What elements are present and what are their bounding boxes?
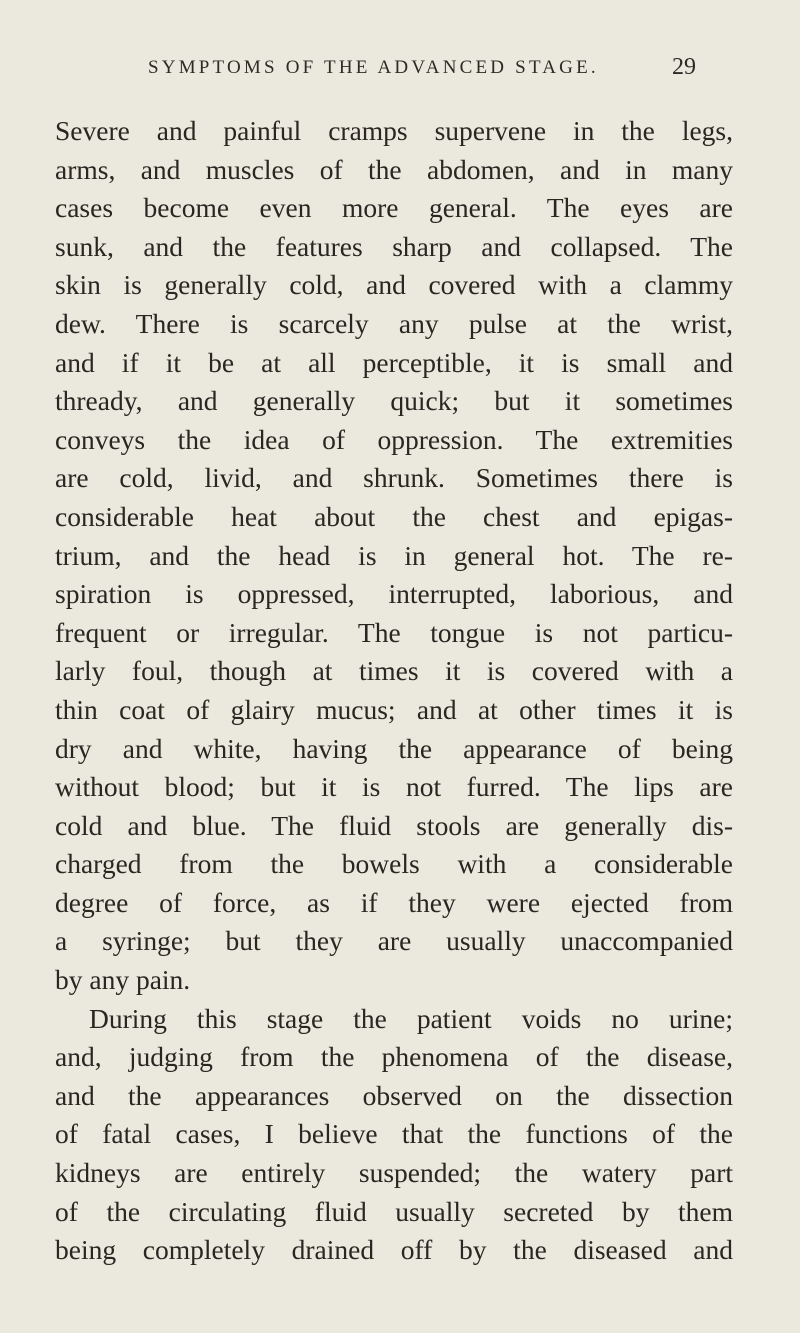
text-line: thready, and generally quick; but it sometimes — [55, 385, 733, 417]
text-line: of the circulating fluid usually secreted by them — [55, 1195, 733, 1227]
text-line: larly foul, though at times it is covered with a — [55, 655, 733, 687]
text-line: arms, and muscles of the abdomen, and in many — [55, 153, 733, 185]
paragraph-2 — [55, 1000, 733, 1270]
text-line: a syringe; but they are usually unaccompanied — [55, 925, 733, 957]
text-line: and the appearances observed on the dissection — [55, 1079, 733, 1111]
text-line: During this stage the patient voids no urine; — [89, 1002, 733, 1034]
text-line: dry and white, having the appearance of being — [55, 732, 733, 764]
text-line: without blood; but it is not furred. The lips are — [55, 771, 733, 803]
text-line: Severe and painful cramps supervene in the legs, — [55, 115, 733, 146]
text-line: and if it be at all perceptible, it is small and — [55, 346, 733, 378]
text-line: being completely drained off by the diseased and — [55, 1234, 733, 1266]
text-line: dew. There is scarcely any pulse at the wrist, — [55, 307, 733, 339]
body-text — [55, 112, 733, 1270]
text-line: sunk, and the features sharp and collapsed. The — [55, 230, 733, 262]
text-line: and, judging from the phenomena of the disease, — [55, 1041, 733, 1073]
paragraph-1 — [55, 112, 733, 1000]
text-line: conveys the idea of oppression. The extremities — [55, 423, 733, 455]
text-line: cold and blue. The fluid stools are generally dis- — [55, 809, 733, 841]
page-number: 29 — [672, 54, 696, 80]
text-line: of fatal cases, I believe that the functions of the — [55, 1118, 733, 1150]
text-line: cases become even more general. The eyes are — [55, 192, 733, 224]
text-line: are cold, livid, and shrunk. Sometimes there is — [55, 462, 733, 494]
text-line: trium, and the head is in general hot. The re- — [55, 539, 733, 571]
text-line: kidneys are entirely suspended; the watery part — [55, 1157, 733, 1189]
text-line: charged from the bowels with a considerable — [55, 848, 733, 880]
text-line: skin is generally cold, and covered with a clammy — [55, 269, 733, 301]
running-title: SYMPTOMS OF THE ADVANCED STAGE. — [148, 57, 599, 78]
text-line: thin coat of glairy mucus; and at other times it is — [55, 693, 733, 725]
text-line: frequent or irregular. The tongue is not particu- — [55, 616, 733, 648]
text-line: degree of force, as if they were ejected from — [55, 886, 733, 918]
text-line: considerable heat about the chest and epigas- — [55, 500, 733, 532]
text-line: by any pain. — [55, 964, 191, 996]
text-line: spiration is oppressed, interrupted, laborious, and — [55, 578, 733, 610]
